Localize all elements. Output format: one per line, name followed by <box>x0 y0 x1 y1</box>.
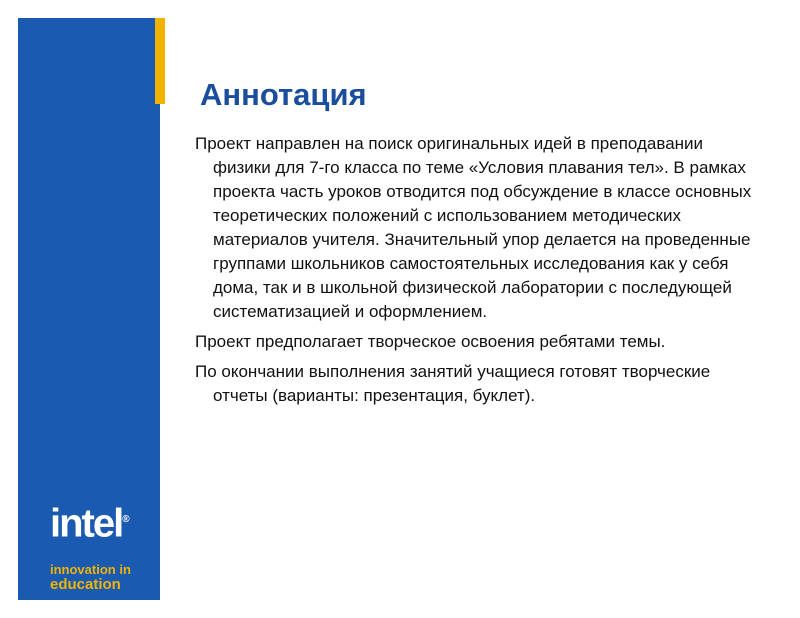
registered-mark: ® <box>122 514 130 525</box>
paragraph-1: Проект направлен на поиск оригинальных идей в преподавании физики для 7-го класса по теме «Условия плавания тел». В рамках проекта часть уроков отводится под обсуждение в классе основных теоретических положений с использованием методических материалов учителя. Значительный упор делается на проведенные группами школьников самостоятельных исследования как у себя дома, так и в школьной физической лаборатории с последующей систематизацией и оформлением. <box>195 134 752 321</box>
slide-body <box>195 132 755 414</box>
slide-title: Аннотация <box>200 77 367 112</box>
logo-tagline <box>50 549 150 607</box>
logo-wordmark: intel® <box>50 501 130 546</box>
intel-logo <box>50 500 150 607</box>
logo-tagline-line2: education <box>50 576 121 594</box>
accent-stripe <box>155 18 165 104</box>
logo-tagline-line1: innovation in <box>50 562 131 578</box>
paragraph-2: Проект предполагает творческое освоения ребятами темы. <box>195 332 666 351</box>
paragraph-3: По окончании выполнения занятий учащиеся готовят творческие отчеты (варианты: презентация, буклет). <box>195 362 711 405</box>
